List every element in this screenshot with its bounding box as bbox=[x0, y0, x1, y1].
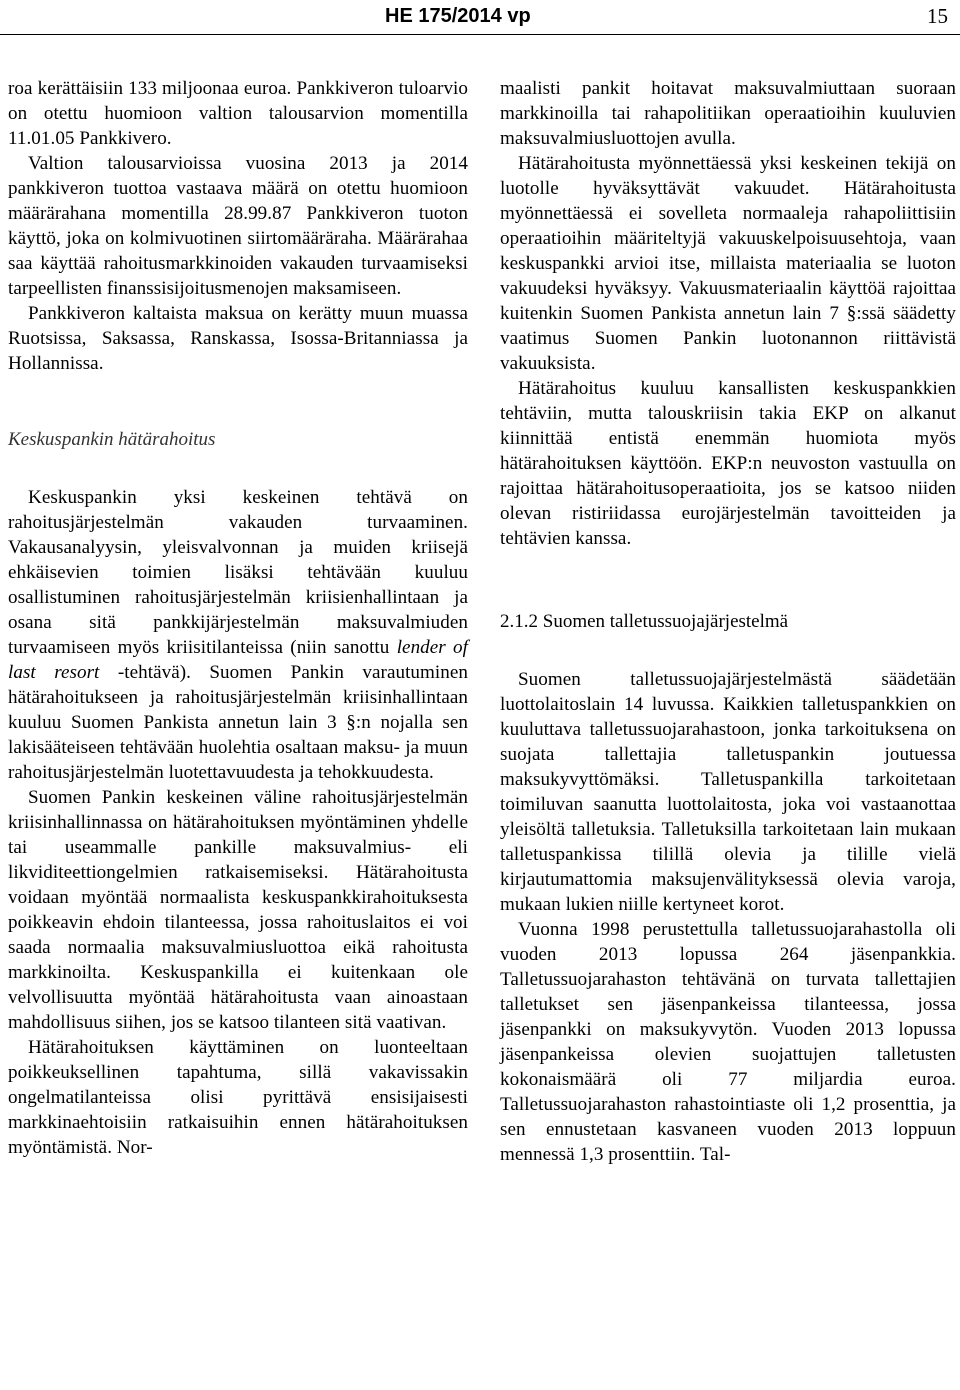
paragraph: Vuonna 1998 perustettulla talletussuojarahastolla oli vuoden 2013 lopussa 264 jäsenpankkia. Talletussuojarahaston tehtävänä on turvata tallettajien talletukset sen jäsenpankeissa tilanteessa, jossa jäsenpankki on maksukyvytön. Vuoden 2013 lopussa jäsenpankeissa olevien suojattujen talletusten kokonaismäärä oli 77 miljardia euroa. Talletussuojarahaston rahastointiaste oli 1,2 prosenttia, ja sen ennustetaan kasvaneen vuoden 2013 loppuun mennessä 1,3 prosenttiin. Tal- bbox=[500, 919, 956, 1165]
header-rule bbox=[0, 34, 960, 35]
paragraph-text: Keskuspankin yksi keskeinen tehtävä on rahoitusjärjestelmän vakauden turvaaminen. Vakausanalyysin, yleisvalvonnan ja muiden kriisejä ehkäisevien toimien lisäksi tehtävään kuuluu osallistuminen rahoitusjärjestelmän kriisienhallintaan ja osana sitä pankkijärjestelmän maksuvalmiuden turvaamiseen myös kriisitilanteissa (niin sanottu bbox=[8, 487, 468, 658]
page-number: 15 bbox=[927, 4, 948, 28]
section-title: Keskuspankin hätärahoitus bbox=[8, 429, 216, 450]
right-column bbox=[500, 76, 956, 1167]
paragraph: roa kerättäisiin 133 miljoonaa euroa. Pankkiveron tuloarvio on otettu huomioon valtion talousarvion momentilla 11.01.05 Pankkivero. bbox=[8, 78, 468, 149]
paragraph: maalisti pankit hoitavat maksuvalmiuttaan suoraan markkinoilla tai rahapolitiikan operaatioihin kuuluvien maksuvalmiusluottojen avulla. bbox=[500, 78, 956, 149]
page-header bbox=[0, 0, 960, 36]
document-id: HE 175/2014 vp bbox=[385, 5, 531, 27]
paragraph: Suomen talletussuojajärjestelmästä säädetään luottolaitoslain 14 luvussa. Kaikkien talletuspankkien on kuuluttava talletussuojarahastoon, jonka tarkoituksena on suojata tallettajia talletuspankin joutuessa maksukyvyttömäksi. Talletuspankilla tarkoitetaan toimiluvan saanutta luottolaitosta, joka voi vastaanottaa yleisöltä talletuksia. Talletuksilla tarkoitetaan lain mukaan talletuspankissa tilillä olevia ja tilille vielä kirjautumattomia maksujenvälityksessä olevia varoja, mukaan lukien niille kertyneet korot. bbox=[500, 669, 956, 915]
paragraph: Hätärahoitusta myönnettäessä yksi keskeinen tekijä on luotolle hyväksyttävät vakuudet. Hätärahoitusta myönnettäessä ei sovelleta normaaleja rahapoliittisiin operaatioihin määriteltyjä vakuuskelpoisuusehtoja, vaan keskuspankki arvioi itse, millaista materiaalia se luoton vakuudeksi hyväksyy. Vakuusmateriaalin käyttöä rajoittaa kuitenkin Suomen Pankista annetun lain 7 §:ssä säädetty vaatimus Suomen Pankin luotonannon riittävistä vakuuksista. bbox=[500, 153, 956, 374]
paragraph: Valtion talousarvioissa vuosina 2013 ja 2014 pankkiveron tuottoa vastaava määrä on otettu huomioon määrärahana momentilla 28.99.87 Pankkiveron tuoton käyttö, joka on kolmivuotinen siirtomääräraha. Määrärahaa saa käyttää rahoitusmarkkinoiden vakauden turvaamiseksi tarpeellisten finanssisijoitusmenojen maksamiseen. bbox=[8, 153, 468, 299]
paragraph: Hätärahoituksen käyttäminen on luonteeltaan poikkeuksellinen tapahtuma, sillä vakavissakin ongelmatilanteissa olisi pyrittävä ensisijaisesti markkinaehtoisiin ratkaisuihin ennen hätärahoituksen myöntämistä. Nor- bbox=[8, 1037, 468, 1158]
paragraph: Pankkiveron kaltaista maksua on kerätty muun muassa Ruotsissa, Saksassa, Ranskassa, Isossa-Britanniassa ja Hollannissa. bbox=[8, 303, 468, 374]
paragraph bbox=[8, 485, 468, 785]
paragraph: Hätärahoitus kuuluu kansallisten keskuspankkien tehtäviin, mutta talouskriisin takia EKP on alkanut kiinnittää entistä enemmän huomiota myös hätärahoituksen käyttöön. EKP:n neuvoston vastuulla on rajoittaa hätärahoitusoperaatioita, jos se katsoo niiden olevan ristiriidassa eurojärjestelmän tavoitteiden ja tehtävien kanssa. bbox=[500, 378, 956, 549]
italic-term: lender of last resort bbox=[8, 637, 469, 683]
paragraph-text: -tehtävä). Suomen Pankin varautuminen hätärahoitukseen ja rahoitusjärjestelmän kriisinhallintaan kuuluu Suomen Pankista annetun lain 3 §:n nojalla sen lakisääteiseen tehtävään huolehtia osaltaan maksu- ja muun rahoitusjärjestelmän luotettavuudesta ja tehokkuudesta. bbox=[8, 662, 468, 783]
left-column bbox=[8, 76, 468, 1160]
subsection-heading: 2.1.2 Suomen talletussuojajärjestelmä bbox=[500, 611, 789, 632]
paragraph: Suomen Pankin keskeinen väline rahoitusjärjestelmän kriisinhallinnassa on hätärahoituksen myöntäminen yhdelle tai useammalle pankille maksuvalmius- eli likviditeettiongelmien ratkaisemiseksi. Hätärahoitusta voidaan myöntää normaalista keskuspankkirahoituksesta poikkeavin ehdoin tilanteessa, jossa rahoituslaitos ei voi saada normaalia maksuvalmiusluottoa eikä rahoitusta markkinoilta. Keskuspankilla ei kuitenkaan ole velvollisuutta myöntää hätärahoitusta vaan ainoastaan mahdollisuus siihen, jos se katsoo tilanteen sitä vaativan. bbox=[8, 787, 468, 1033]
